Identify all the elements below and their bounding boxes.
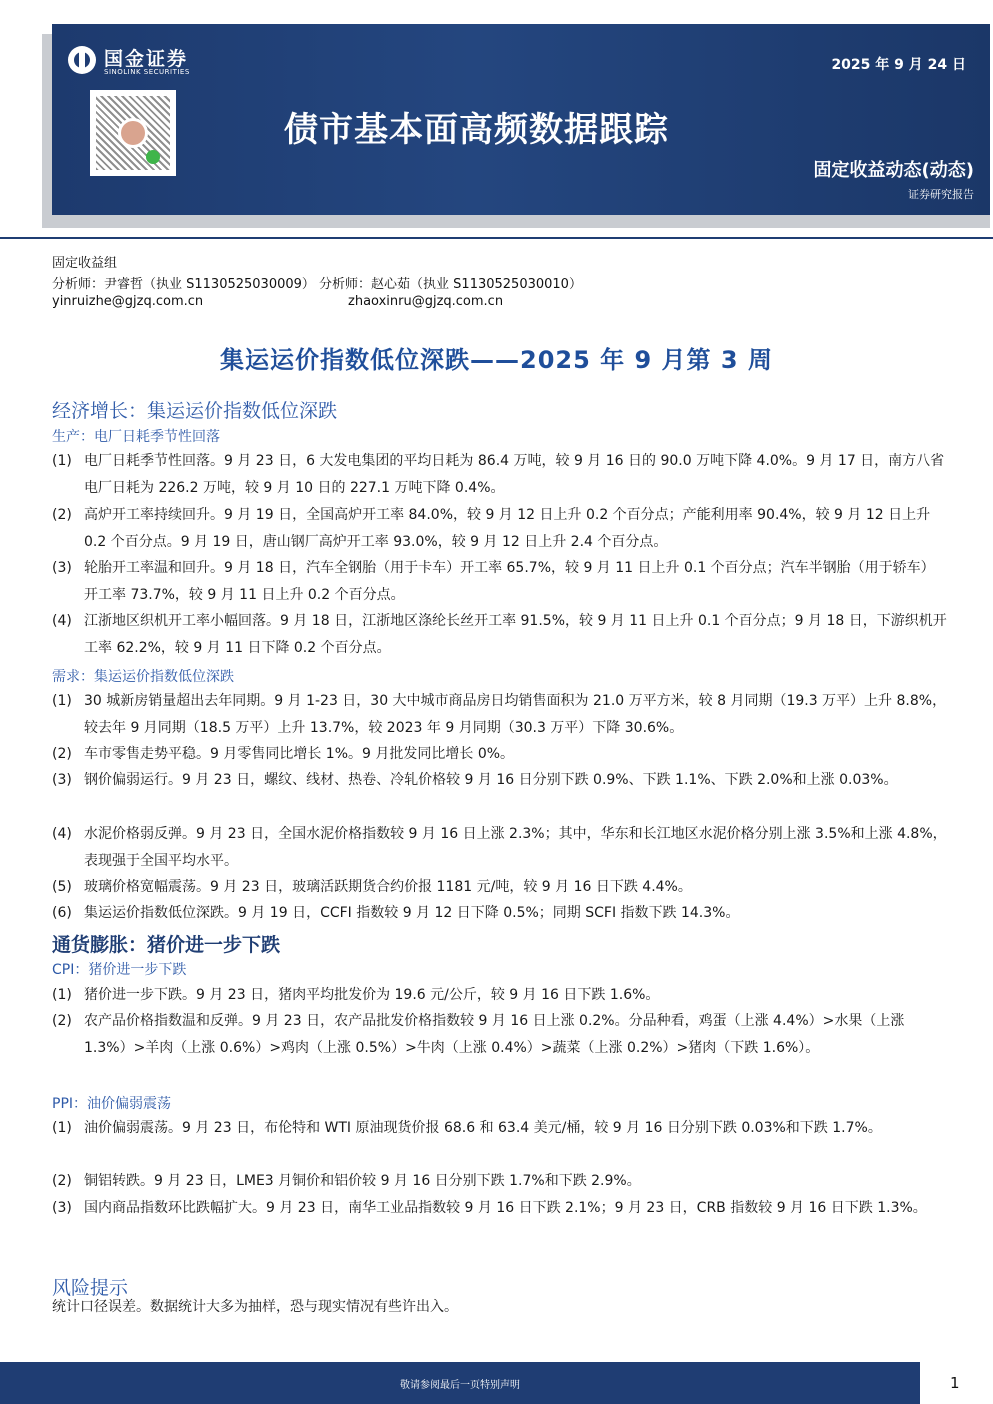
list-item [52, 982, 947, 1009]
section-heading-risk: 风险提示 [52, 1277, 129, 1299]
section-heading-growth: 经济增长：集运运价指数低位深跌 [52, 400, 338, 422]
item-number: (2) [52, 746, 72, 762]
item-number: (3) [52, 772, 72, 788]
item-number: (2) [52, 1173, 72, 1189]
qr-code-icon [90, 90, 176, 176]
list-item [52, 502, 947, 555]
item-number: (5) [52, 879, 72, 895]
item-text: 高炉开工率持续回升。9 月 19 日，全国高炉开工率 84.0%，较 9 月 12 日上升 0.2 个百分点；产能利用率 90.4%，较 9 月 12 日上升 0.2 个百分点。9 月 19 日，唐山钢厂高炉开工率 93.0%，较 9 月 12 日上升 2.4 个百分点。 [84, 507, 931, 550]
item-number: (1) [52, 987, 72, 1003]
header-banner [52, 24, 990, 215]
sinolink-logo-icon [68, 46, 96, 74]
analyst-email-2[interactable]: zhaoxinru@gjzq.com.cn [348, 294, 504, 309]
subsection-heading-cpi: CPI：猪价进一步下跌 [52, 962, 187, 978]
item-text: 国内商品指数环比跌幅扩大。9 月 23 日，南华工业品指数较 9 月 16 日下跌 2.1%；9 月 23 日，CRB 指数较 9 月 16 日下跌 1.3%。 [84, 1200, 927, 1216]
report-subtitle: 固定收益动态(动态) [813, 160, 974, 181]
item-text: 水泥价格弱反弹。9 月 23 日，全国水泥价格指数较 9 月 16 日上涨 2.3%；其中，华东和长江地区水泥价格分别上涨 3.5%和上涨 4.8%，表现强于全国平均水平。 [84, 826, 947, 869]
item-text: 车市零售走势平稳。9 月零售同比增长 1%。9 月批发同比增长 0%。 [84, 746, 515, 762]
list-item [52, 555, 947, 608]
wechat-icon [146, 150, 160, 164]
item-number: (2) [52, 1013, 72, 1029]
item-text: 农产品价格指数温和反弹。9 月 23 日，农产品批发价格指数较 9 月 16 日上涨 0.2%。分品种看，鸡蛋（上涨 4.4%）>水果（上涨 1.3%）>羊肉（上涨 0.6%）>鸡肉（上涨 0.5%）>牛肉（上涨 0.4%）>蔬菜（上涨 0.2%）>猪肉（下跌 1.6%）。 [84, 1013, 905, 1056]
item-text: 油价偏弱震荡。9 月 23 日，布伦特和 WTI 原油现货价报 68.6 和 63.4 美元/桶，较 9 月 16 日分别下跌 0.03%和下跌 1.7%。 [84, 1120, 882, 1136]
list-item [52, 608, 947, 661]
list-item [52, 448, 947, 501]
report-date: 2025 年 9 月 24 日 [831, 57, 966, 73]
page-number: 1 [950, 1374, 960, 1392]
list-item [52, 688, 947, 741]
item-number: (3) [52, 1200, 72, 1216]
list-item [52, 767, 947, 794]
item-number: (6) [52, 905, 72, 921]
item-text: 轮胎开工率温和回升。9 月 18 日，汽车全钢胎（用于卡车）开工率 65.7%，较 9 月 11 日上升 0.1 个百分点；汽车半钢胎（用于轿车）开工率 73.7%，较 9 月 11 日上升 0.2 个百分点。 [84, 560, 935, 603]
item-number: (4) [52, 613, 72, 629]
subsection-heading-demand: 需求：集运运价指数低位深跌 [52, 669, 234, 685]
list-item [52, 1168, 947, 1195]
list-item [52, 741, 947, 768]
item-number: (1) [52, 1120, 72, 1136]
list-item [52, 874, 947, 901]
item-text: 电厂日耗季节性回落。9 月 23 日，6 大发电集团的平均日耗为 86.4 万吨，较 9 月 16 日的 90.0 万吨下降 4.0%。9 月 17 日，南方八省电厂日耗为 226.2 万吨，较 9 月 10 日的 227.1 万吨下降 0.4%。 [84, 453, 945, 496]
list-item [52, 1195, 947, 1222]
section-heading-inflation: 通货膨胀：猪价进一步下跌 [52, 934, 281, 956]
header-divider [0, 237, 993, 239]
footer-disclaimer-link[interactable]: 敬请参阅最后一页特别声明 [400, 1380, 520, 1391]
item-number: (4) [52, 826, 72, 842]
subsection-heading-ppi: PPI：油价偏弱震荡 [52, 1096, 172, 1112]
analyst-email-1[interactable]: yinruizhe@gjzq.com.cn [52, 294, 204, 309]
item-text: 钢价偏弱运行。9 月 23 日，螺纹、线材、热卷、冷轧价格较 9 月 16 日分别下跌 0.9%、下跌 1.1%、下跌 2.0%和上涨 0.03%。 [84, 772, 898, 788]
item-text: 30 城新房销量超出去年同期。9 月 1-23 日，30 大中城市商品房日均销售面积为 21.0 万平方米，较 8 月同期（19.3 万平）上升 8.8%，较去年 9 月同期（18.5 万平）上升 13.7%，较 2023 年 9 月同期（30.3 万平）下降 30.6%。 [84, 693, 947, 736]
report-type: 证券研究报告 [908, 188, 974, 201]
team-name: 固定收益组 [52, 256, 118, 271]
item-number: (2) [52, 507, 72, 523]
logo-name-cn: 国金证券 [104, 48, 189, 70]
list-item [52, 821, 947, 874]
item-text: 玻璃价格宽幅震荡。9 月 23 日，玻璃活跃期货合约价报 1181 元/吨，较 9 月 16 日下跌 4.4%。 [84, 879, 692, 895]
item-text: 集运运价指数低位深跌。9 月 19 日，CCFI 指数较 9 月 12 日下降 0.5%；同期 SCFI 指数下跌 14.3%。 [84, 905, 740, 921]
list-item [52, 900, 947, 927]
item-text: 江浙地区织机开工率小幅回落。9 月 18 日，江浙地区涤纶长丝开工率 91.5%，较 9 月 11 日上升 0.1 个百分点；9 月 18 日，下游织机开工率 62.2%，较 9 月 11 日下降 0.2 个百分点。 [84, 613, 947, 656]
logo-name-en: SINOLINK SECURITIES [104, 68, 190, 76]
list-item [52, 1008, 947, 1061]
risk-text: 统计口径误差。数据统计大多为抽样，恐与现实情况有些许出入。 [52, 1299, 458, 1315]
item-number: (1) [52, 693, 72, 709]
list-item [52, 1115, 947, 1142]
analyst-line: 分析师：尹睿哲（执业 S1130525030009） 分析师：赵心茹（执业 S1130525030010） [52, 277, 582, 292]
item-number: (3) [52, 560, 72, 576]
item-number: (1) [52, 453, 72, 469]
headline: 集运运价指数低位深跌——2025 年 9 月第 3 周 [220, 346, 773, 374]
item-text: 铜铝转跌。9 月 23 日，LME3 月铜价和铝价较 9 月 16 日分别下跌 1.7%和下跌 2.9%。 [84, 1173, 641, 1189]
report-title: 债市基本面高频数据跟踪 [284, 110, 669, 150]
subsection-heading-production: 生产：电厂日耗季节性回落 [52, 429, 220, 445]
item-text: 猪价进一步下跌。9 月 23 日，猪肉平均批发价为 19.6 元/公斤，较 9 月 16 日下跌 1.6%。 [84, 987, 660, 1003]
